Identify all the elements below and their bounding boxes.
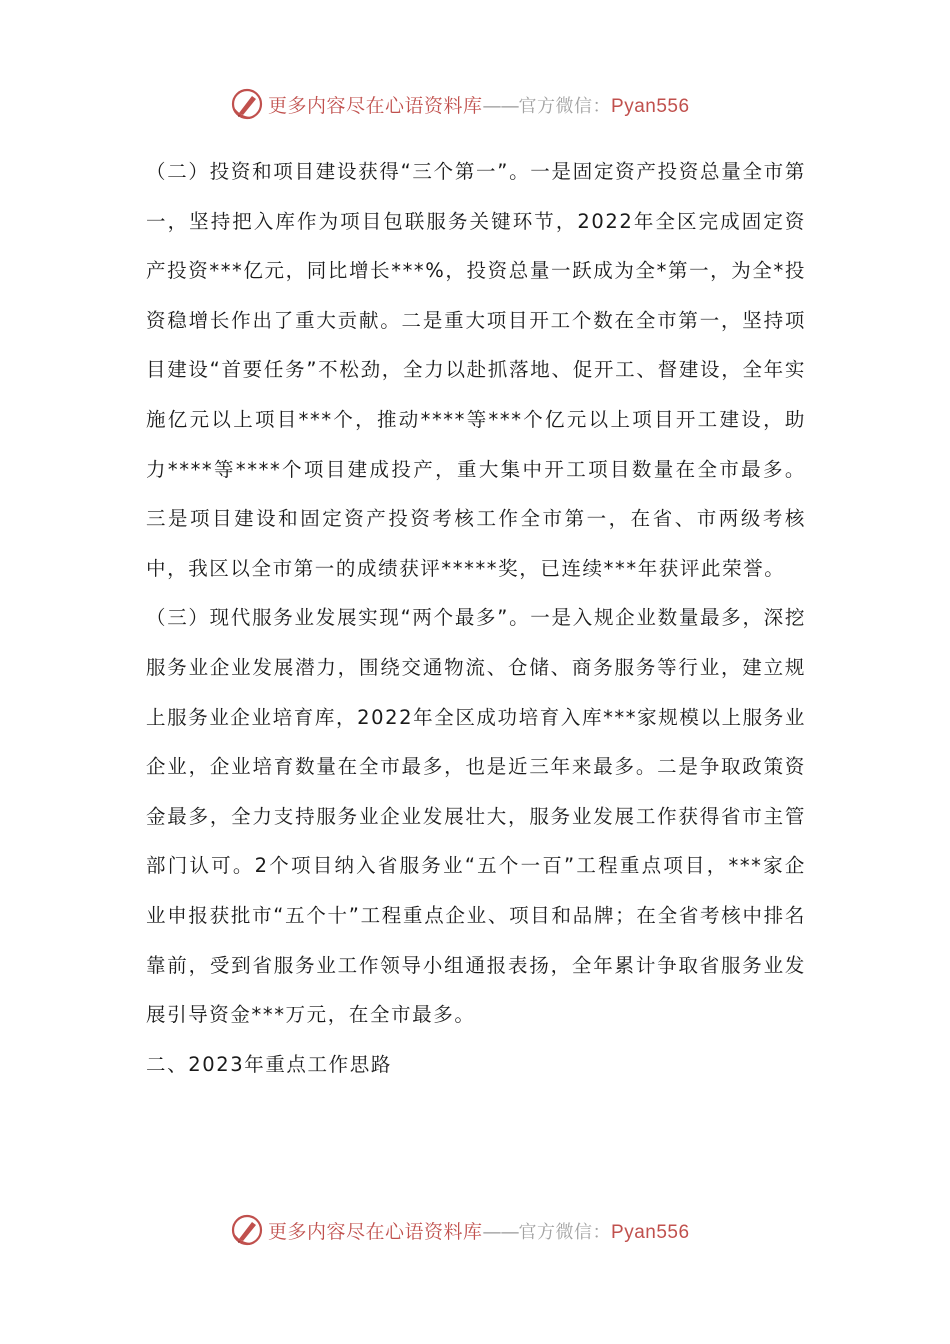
watermark-wechat-id: Pyan556 — [611, 1221, 690, 1243]
watermark-wechat-label: 官方微信： — [518, 1221, 612, 1243]
section-heading-2023: 二、2023年重点工作思路 — [146, 1052, 392, 1076]
watermark-brand: 更多内容尽在心语资料库 — [268, 1220, 483, 1243]
watermark-text — [268, 1217, 690, 1244]
pen-logo-icon — [230, 87, 264, 121]
watermark-banner-top — [230, 84, 750, 124]
watermark-dash: —— — [482, 1220, 519, 1243]
watermark-dash: —— — [482, 94, 519, 117]
document-body — [146, 147, 806, 1089]
watermark-banner-bottom — [230, 1210, 750, 1250]
watermark-wechat-label: 官方微信： — [518, 95, 612, 117]
paragraph-services: （三）现代服务业发展实现“两个最多”。一是入规企业数量最多，深挖服务业企业发展潜力，围绕交通物流、仓储、商务服务等行业，建立规上服务业企业培育库，2022年全区成功培育入库***家规模以上服务业企业，企业培育数量在全市最多，也是近三年来最多。二是争取政策资金最多，全力支持服务业企业发展壮大，服务业发展工作获得省市主管部门认可。2个项目纳入省服务业“五个一百”工程重点项目，***家企业申报获批市“五个十”工程重点企业、项目和品牌；在全省考核中排名靠前，受到省服务业工作领导小组通报表扬，全年累计争取省服务业发展引导资金***万元，在全市最多。 — [146, 606, 806, 1027]
paragraph-investment: （二）投资和项目建设获得“三个第一”。一是固定资产投资总量全市第一，坚持把入库作为项目包联服务关键环节，2022年全区完成固定资产投资***亿元，同比增长***%，投资总量一跃成为全*第一，为全*投资稳增长作出了重大贡献。二是重大项目开工个数在全市第一，坚持项目建设“首要任务”不松劲，全力以赴抓落地、促开工、督建设，全年实施亿元以上项目***个，推动****等***个亿元以上项目开工建设，助力****等****个项目建成投产，重大集中开工项目数量在全市最多。三是项目建设和固定资产投资考核工作全市第一，在省、市两级考核中，我区以全市第一的成绩获评*****奖，已连续***年获评此荣誉。 — [146, 160, 807, 580]
pen-logo-icon — [230, 1213, 264, 1247]
watermark-brand: 更多内容尽在心语资料库 — [268, 94, 483, 117]
watermark-text — [268, 91, 690, 118]
watermark-wechat-id: Pyan556 — [611, 95, 690, 117]
